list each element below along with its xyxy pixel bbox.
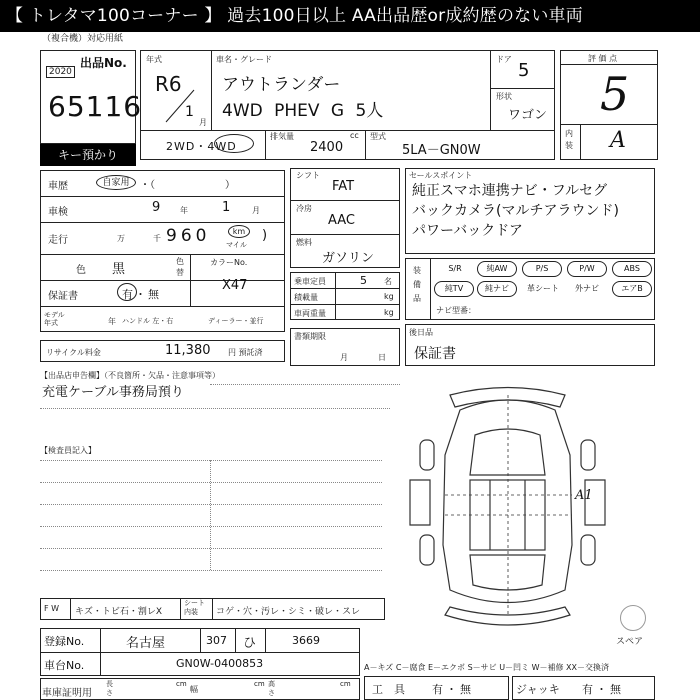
lot-label: 出品No. (80, 56, 127, 70)
chassis-label: 車台No. (44, 659, 85, 672)
door-value: 5 (518, 60, 530, 81)
recycle-unit: 円 預託済 (228, 348, 263, 357)
after-docs-label: 後日品 (409, 328, 433, 337)
after-docs-value: 保証書 (414, 346, 456, 362)
fw-seat-label: シート内装 (184, 599, 205, 616)
shift-label: シフト (296, 171, 320, 180)
warranty-value: 有・無 (122, 288, 161, 301)
color-code-label: カラーNo. (210, 258, 248, 267)
docs-deadline-month: 月 (340, 353, 348, 362)
equip-leather: 革シート (527, 284, 559, 293)
cert-width-unit: cm (254, 680, 265, 688)
car-damage-diagram (400, 385, 615, 630)
tools-label: 工 具 (372, 683, 405, 696)
seller-notes-label: 【出品店申告欄】（不良箇所・欠品・注意事項等） (40, 371, 220, 380)
inspector-label: 【検査員記入】 (40, 446, 96, 455)
lot-number: 65116 (48, 90, 143, 123)
equip-pw: P/W (567, 261, 607, 277)
car-grade: 4WD PHEV G 5人 (222, 101, 384, 121)
capacity-label: 乗車定員 (294, 277, 326, 286)
handle: ハンドル 左・右 (122, 317, 174, 325)
weight-unit: kg (384, 308, 394, 317)
warranty-label: 保証書 (48, 291, 78, 302)
aircon-label: 冷房 (296, 204, 312, 213)
color-label: 色 (76, 265, 86, 276)
color-code: X47 (222, 278, 248, 293)
mileage-man: 万 (117, 234, 125, 243)
fw-label: F W (44, 604, 60, 613)
color-value: 黒 (112, 262, 126, 277)
registration-city: 名古屋 (126, 636, 166, 651)
aircon-value: AAC (328, 213, 355, 228)
capacity-value: 5 (360, 274, 367, 287)
equip-aw: 純AW (477, 261, 517, 277)
spare-label: スペア (616, 637, 644, 647)
docs-deadline-day: 日 (378, 353, 386, 362)
weight-label: 車両重量 (294, 309, 326, 318)
warranty-circle (117, 283, 137, 301)
car-label: 車名・グレード (216, 55, 272, 64)
lot-year-tag: 2020 (46, 66, 75, 78)
shape-label: 形状 (496, 92, 512, 101)
fw-damage: キズ・トビ石・割レX (75, 607, 162, 617)
history-label: 車歴 (48, 181, 68, 192)
equipment-label: 装備品 (413, 266, 421, 303)
equip-abs: ABS (612, 261, 652, 277)
fuel-value: ガソリン (322, 251, 375, 266)
year-month: 1 (185, 104, 194, 120)
cert-height-unit: cm (340, 680, 351, 688)
top-banner: 【 トレタマ100コーナー 】 過去100日以上 AA出品歴or成約歴のない車両 (0, 0, 700, 32)
inspection-month: 1 (222, 200, 231, 215)
key-label: キー預かり (40, 144, 136, 166)
displacement-value: 2400 (310, 140, 344, 155)
mileage-label: 走行 (48, 235, 68, 246)
dealer: ディーラー・並行 (208, 317, 264, 325)
jack-value: 有・無 (582, 683, 624, 696)
jack-label: ジャッキ (516, 683, 560, 696)
mileage-digits: 960 (166, 226, 211, 246)
cert-width: 幅 (190, 685, 198, 694)
model-year-unit: 年 (108, 317, 116, 326)
damage-mark: A1 (575, 488, 593, 503)
recycle-label: リサイクル料金 (46, 348, 101, 357)
equip-sr: S/R (448, 264, 462, 273)
mileage-sen: 千 (153, 234, 161, 243)
sales-point-1: 純正スマホ連携ナビ・フルセグ (412, 183, 608, 199)
registration-kana: ひ (243, 636, 257, 651)
model-value: 5LA－GN0W (402, 143, 481, 158)
car-name: アウトランダー (222, 75, 341, 95)
inspection-year: 9 (152, 200, 161, 215)
left-info-block (40, 170, 285, 332)
model-label: 型式 (370, 132, 386, 141)
inspection-month-unit: 月 (252, 206, 260, 215)
fw-seat: コゲ・穴・汚レ・シミ・破レ・スレ (216, 607, 361, 617)
seller-notes-text: 充電ケーブル事務局預り (42, 385, 184, 400)
registration-class: 307 (206, 634, 227, 647)
inspection-label: 車検 (48, 207, 68, 218)
model-year-label: モデル年式 (44, 311, 65, 327)
registration-label: 登録No. (44, 635, 85, 648)
drive-4wd-circle (214, 134, 254, 153)
score-value: 5 (600, 67, 630, 121)
shift-value: FAT (332, 179, 355, 194)
shape-value: ワゴン (508, 108, 548, 123)
spare-tire-icon (620, 605, 646, 631)
inspection-year-unit: 年 (180, 206, 188, 215)
year-slash (160, 88, 200, 124)
load-unit: kg (384, 292, 394, 301)
year-label: 年式 (146, 55, 162, 64)
load-label: 積載量 (294, 293, 318, 302)
equip-navi: 純ナビ (477, 281, 517, 297)
interior-label: 内装 (565, 129, 573, 150)
color-change-label: 色替 (176, 257, 184, 277)
history-value: 自家用 (96, 175, 136, 190)
cert-length: 長さ (106, 680, 113, 697)
registration-number: 3669 (292, 634, 320, 647)
equip-airbag: エアB (612, 281, 652, 297)
fuel-label: 燃料 (296, 238, 312, 247)
damage-legend: A－キズ C－腐食 E－エクボ S－サビ U－凹ミ W－補修 XX－交換済 (364, 663, 610, 672)
displacement-unit: cc (350, 131, 359, 140)
equip-ps: P/S (522, 261, 562, 277)
paper-note: （複合機）対応用紙 (42, 34, 124, 44)
mileage-mile: マイル (226, 241, 247, 249)
sales-point-2: バックカメラ(マルチアラウンド) (412, 203, 619, 219)
capacity-unit: 名 (384, 277, 392, 286)
mileage-km: km (228, 225, 250, 238)
docs-deadline-label: 書類期限 (294, 332, 326, 341)
mileage-paren: ) (262, 228, 268, 243)
chassis-value: GN0W-0400853 (176, 657, 264, 670)
equip-ext-navi: 外ナビ (575, 284, 599, 293)
cert-height: 高さ (268, 680, 275, 697)
history-suffix: ・（ ） (140, 180, 235, 191)
sales-point-3: パワーバックドア (412, 223, 523, 239)
year-month-unit: 月 (199, 118, 207, 127)
score-label: 評 価 点 (588, 54, 618, 63)
drive-options: 2WD・4WD (166, 140, 237, 153)
year-era: R6 (155, 72, 182, 96)
tools-value: 有・無 (432, 683, 474, 696)
displacement-label: 排気量 (270, 132, 294, 141)
recycle-value: 11,380 (165, 343, 211, 358)
door-label: ドア (496, 55, 512, 64)
cert-length-unit: cm (176, 680, 187, 688)
certificate-label: 車庫証明用 (42, 688, 92, 699)
nav-model-label: ナビ型番： (436, 306, 476, 315)
sales-points-label: セールスポイント (409, 171, 473, 180)
interior-value: A (610, 128, 626, 153)
equip-tv: 純TV (434, 281, 474, 297)
